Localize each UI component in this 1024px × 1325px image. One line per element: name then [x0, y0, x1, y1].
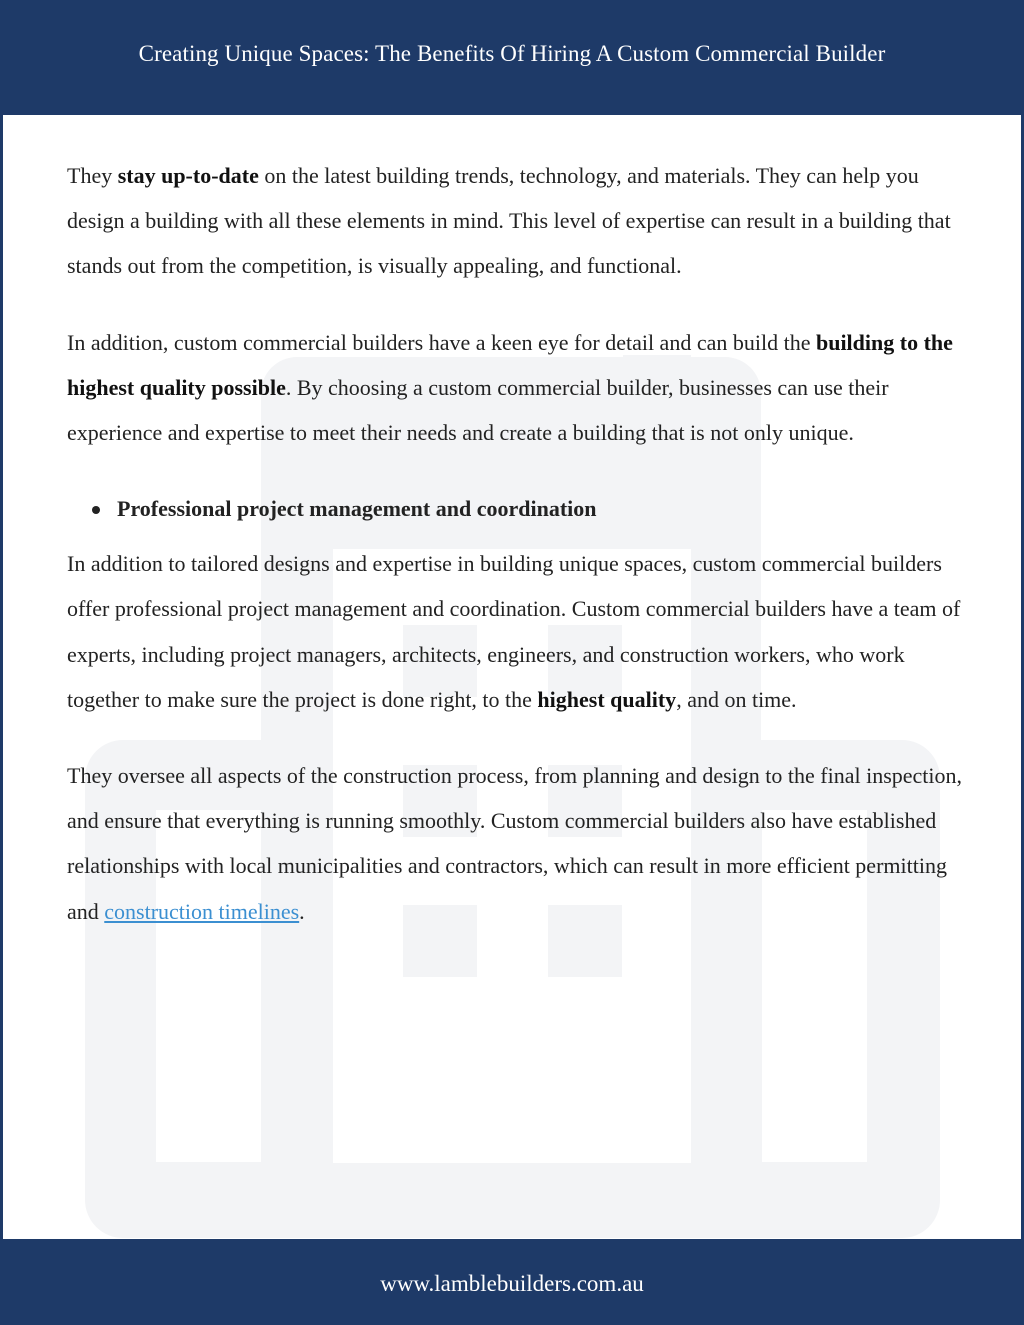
paragraph-text: . [299, 898, 305, 924]
paragraph-management [67, 541, 967, 722]
paragraph-text: In addition, custom commercial builders have a keen eye for detail and can build the [67, 329, 816, 355]
bullet-item [117, 486, 967, 531]
paragraph-text: . By choosing a custom commercial builder, businesses can use their experience and expertise to meet their needs and create a building that is not only unique. [67, 374, 889, 446]
article-body [67, 153, 967, 965]
bold-phrase: building to the highest quality possible [67, 329, 953, 400]
document-title: Creating Unique Spaces: The Benefits Of Hiring A Custom Commercial Builder [138, 41, 886, 66]
bullet-text: Professional project management and coordination [117, 496, 597, 522]
paragraph-text: , and on time. [676, 686, 797, 712]
paragraph-oversight [67, 753, 967, 934]
paragraph-trends [67, 153, 967, 289]
document-page [3, 115, 1021, 1239]
paragraph-text: They [67, 163, 118, 188]
bullet-list [67, 486, 967, 531]
paragraph-text: In addition to tailored designs and expertise in building unique spaces, custom commercial builders offer professional project management and coordination. Custom commercial builders have a team of experts, including project managers, architects, engineers, and construction workers, who work together to make sure the project is done right, to the [67, 551, 961, 712]
paragraph-quality [67, 320, 967, 456]
page-footer [0, 1243, 1024, 1325]
paragraph-text: They oversee all aspects of the construction process, from planning and design to the final inspection, and ensure that everything is running smoothly. Custom commercial builders also have established relationships with local municipalities and contractors, which can result in more efficient permitting and [67, 763, 963, 924]
bold-phrase: highest quality [537, 686, 677, 712]
website-url: www.lamblebuilders.com.au [380, 1271, 644, 1296]
bold-phrase: stay up-to-date [117, 163, 259, 188]
paragraph-text: on the latest building trends, technology, and materials. They can help you design a building with all these elements in mind. This level of expertise can result in a building that stands out from the competition, is visually appealing, and functional. [67, 163, 951, 279]
construction-timelines-link[interactable]: construction timelines [104, 898, 300, 924]
page-header [0, 0, 1024, 110]
bullet-dot-icon [92, 506, 100, 514]
